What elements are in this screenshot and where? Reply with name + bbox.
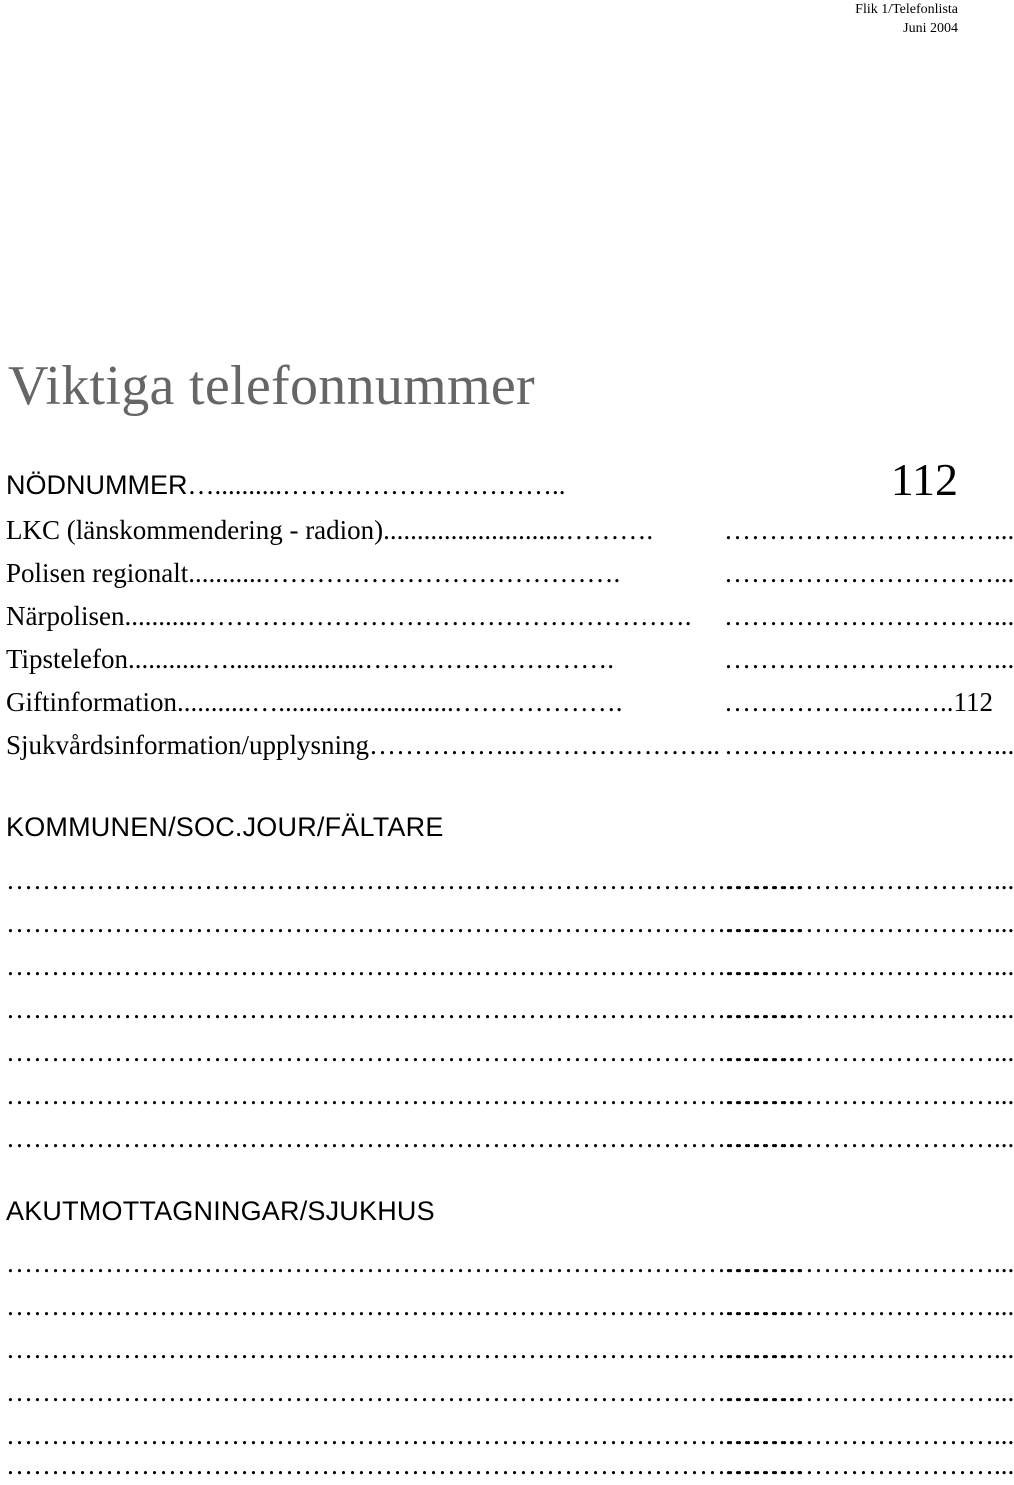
emergency-leader-dots: …..........…………………………..: [187, 470, 566, 500]
blank-number: …………………………...: [724, 908, 1014, 938]
blank-label: ……………………………………………………………………………..: [6, 1420, 803, 1450]
blank-number: …………………………...: [724, 1248, 1014, 1278]
contact-row-narpolisen: [6, 596, 1014, 636]
contact-number: …………………………...: [724, 558, 1014, 588]
blank-number: …………………………...: [724, 1037, 1014, 1067]
blank-label: ……………………………………………………………………………..: [6, 1334, 803, 1364]
emergency-number: 112: [890, 454, 958, 505]
header-date: Juni 2004: [903, 21, 958, 36]
blank-label: ……………………………………………………………………………..: [6, 951, 803, 981]
emergency-row: [6, 454, 958, 505]
header-tab-label: Flik 1/Telefonlista: [855, 2, 958, 17]
blank-number: …………………………...: [724, 951, 1014, 981]
blank-label: ……………………………………………………………………………..: [6, 1248, 803, 1278]
section-heading-akutmottagningar: AKUTMOTTAGNINGAR/SJUKHUS: [6, 1196, 435, 1226]
leader-dots: ...........………………………………….: [188, 558, 621, 588]
blank-entry-row: [6, 1032, 1014, 1072]
section-heading-kommunen: KOMMUNEN/SOC.JOUR/FÄLTARE: [6, 812, 444, 842]
blank-entry-row: [6, 989, 1014, 1029]
blank-label: ……………………………………………………………………………..: [6, 1123, 803, 1153]
blank-entry-row: [6, 860, 1014, 900]
blank-number: …………………………...: [724, 1450, 1014, 1480]
blank-number: …………………………...: [724, 1420, 1014, 1450]
blank-entry-row: [6, 1329, 1014, 1369]
blank-entry-row: [6, 1445, 1014, 1485]
contact-number: …………………………...: [724, 515, 1014, 545]
blank-label: ……………………………………………………………………………..: [6, 1291, 803, 1321]
leader-dots: ...........……………………………………………….: [124, 601, 692, 631]
blank-entry-row: [6, 1075, 1014, 1115]
leader-dots: ……………..…………………..: [368, 730, 720, 760]
contact-row-giftinformation: [6, 682, 993, 722]
contact-row-sjukvardsinformation: [6, 725, 1014, 765]
leader-dots: ...........................……….: [383, 515, 654, 545]
blank-number: …………………………...: [724, 994, 1014, 1024]
contact-label: LKC (länskommendering - radion): [6, 515, 384, 545]
blank-label: ……………………………………………………………………………..: [6, 1037, 803, 1067]
leader-dots: ...........…..........................……………….: [176, 687, 623, 717]
contact-label: Polisen regionalt: [6, 558, 189, 588]
blank-label: ……………………………………………………………………………..: [6, 865, 803, 895]
blank-entry-row: [6, 1286, 1014, 1326]
blank-entry-row: [6, 946, 1014, 986]
blank-label: ……………………………………………………………………………..: [6, 1377, 803, 1407]
blank-entry-row: [6, 1243, 1014, 1283]
blank-label: ……………………………………………………………………………..: [6, 908, 803, 938]
blank-number: …………………………...: [724, 1291, 1014, 1321]
blank-number: …………………………...: [724, 1123, 1014, 1153]
leader-dots: ...........…....................……………………….: [128, 644, 615, 674]
contact-number: …………………………...: [724, 601, 1014, 631]
blank-number: …………………………...: [724, 865, 1014, 895]
contact-number: …………………………...: [724, 644, 1014, 674]
contact-label: Tipstelefon: [6, 644, 129, 674]
contact-number: …………………………...: [724, 730, 1014, 760]
blank-entry-row: [6, 1372, 1014, 1412]
emergency-label: NÖDNUMMER: [6, 470, 188, 500]
blank-entry-row: [6, 903, 1014, 943]
contact-label: Sjukvårdsinformation/upplysning: [6, 730, 369, 760]
blank-label: ……………………………………………………………………………..: [6, 994, 803, 1024]
emergency-label-group: [6, 465, 696, 505]
contact-row-lkc: [6, 510, 1014, 550]
contact-label: Giftinformation: [6, 687, 177, 717]
blank-number: …………………………...: [724, 1377, 1014, 1407]
blank-entry-row: [6, 1118, 1014, 1158]
blank-label: ……………………………………………………………………………..: [6, 1450, 803, 1480]
page-header: [855, 0, 958, 38]
contact-number: ……………..…..…..112: [724, 687, 993, 717]
blank-number: …………………………...: [724, 1334, 1014, 1364]
contact-row-tipstelefon: [6, 639, 1014, 679]
contact-label: Närpolisen: [6, 601, 125, 631]
blank-number: …………………………...: [724, 1080, 1014, 1110]
blank-label: ……………………………………………………………………………..: [6, 1080, 803, 1110]
contact-row-polisen-regionalt: [6, 553, 1014, 593]
page-title: Viktiga telefonnummer: [8, 355, 536, 417]
